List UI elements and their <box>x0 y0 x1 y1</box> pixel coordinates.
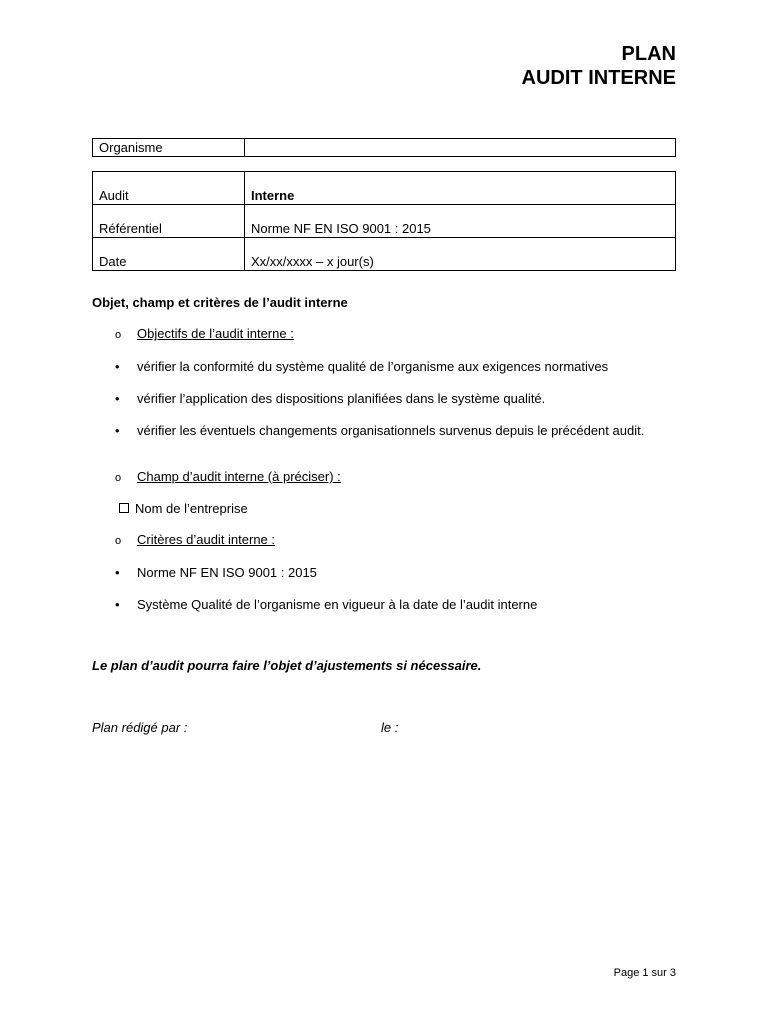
list-item <box>115 423 676 439</box>
objectives-label: Objectifs de l’audit interne : <box>137 326 294 341</box>
circle-bullet-icon: o <box>115 535 122 547</box>
date-value: Xx/xx/xxxx – x jour(s) <box>245 238 676 271</box>
bullet-icon: • <box>115 391 120 406</box>
scope-label: Champ d’audit interne (à préciser) : <box>137 469 341 484</box>
objective-text: vérifier l’application des dispositions planifiées dans le système qualité. <box>137 391 546 406</box>
page-number: Page 1 sur 3 <box>613 967 676 979</box>
table-row <box>93 205 676 238</box>
criteria-text: Système Qualité de l’organisme en vigueur à la date de l’audit interne <box>137 597 538 612</box>
written-by-label: Plan rédigé par : <box>92 720 188 735</box>
date-signature-label: le : <box>381 720 399 735</box>
list-item <box>115 359 676 375</box>
table-row <box>93 139 676 157</box>
referentiel-value: Norme NF EN ISO 9001 : 2015 <box>245 205 676 238</box>
checkbox-icon <box>119 503 129 513</box>
organisme-value <box>245 139 676 157</box>
adjustment-note: Le plan d’audit pourra faire l’objet d’ajustements si nécessaire. <box>92 658 482 673</box>
checkbox-item <box>119 501 248 517</box>
bullet-icon: • <box>115 597 120 612</box>
document-title <box>522 42 676 90</box>
objective-text: vérifier la conformité du système qualité de l’organisme aux exigences normatives <box>137 359 609 374</box>
organisme-label: Organisme <box>93 139 245 157</box>
criteria-label: Critères d’audit interne : <box>137 532 276 547</box>
referentiel-label: Référentiel <box>93 205 245 238</box>
criteria-text: Norme NF EN ISO 9001 : 2015 <box>137 565 317 580</box>
bullet-icon: • <box>115 565 120 580</box>
scope-item-text: Nom de l’entreprise <box>135 501 248 516</box>
circle-bullet-icon: o <box>115 329 122 341</box>
organisme-table <box>92 138 676 157</box>
title-line-2: AUDIT INTERNE <box>521 67 676 89</box>
bullet-icon: • <box>115 359 120 374</box>
objective-text: vérifier les éventuels changements organisationnels survenus depuis le précédent audit. <box>137 423 645 438</box>
section-heading: Objet, champ et critères de l’audit interne <box>92 295 348 310</box>
date-label: Date <box>93 238 245 271</box>
circle-bullet-icon: o <box>115 472 122 484</box>
bullet-icon: • <box>115 423 120 438</box>
list-item <box>115 597 676 613</box>
title-line-1: PLAN <box>621 43 676 65</box>
audit-value: Interne <box>245 172 676 205</box>
list-item <box>115 391 676 407</box>
table-row <box>93 238 676 271</box>
list-item <box>115 565 676 581</box>
table-row <box>93 172 676 205</box>
audit-label: Audit <box>93 172 245 205</box>
audit-info-table <box>92 171 676 271</box>
